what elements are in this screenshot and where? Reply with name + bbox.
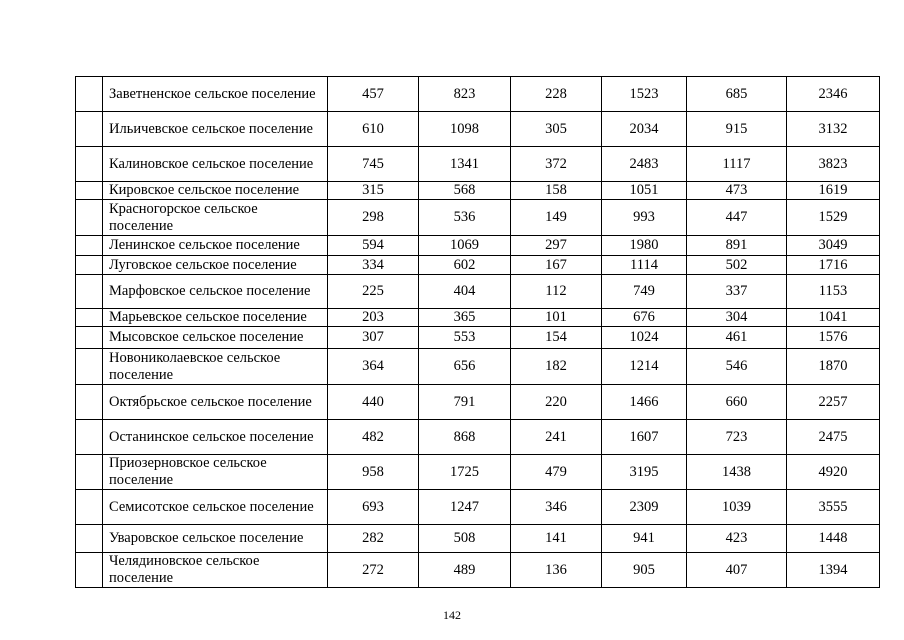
value-cell: 1438 (687, 455, 787, 490)
value-cell: 1024 (602, 327, 687, 349)
value-cell: 3823 (787, 147, 880, 182)
value-cell: 241 (511, 420, 602, 455)
value-cell: 958 (328, 455, 419, 490)
index-cell (76, 309, 103, 327)
value-cell: 334 (328, 256, 419, 275)
value-cell: 823 (419, 77, 511, 112)
value-cell: 3049 (787, 236, 880, 256)
value-cell: 502 (687, 256, 787, 275)
value-cell: 167 (511, 256, 602, 275)
value-cell: 693 (328, 490, 419, 525)
value-cell: 2483 (602, 147, 687, 182)
settlement-name-cell: Красногорское сельское поселение (103, 200, 328, 236)
value-cell: 868 (419, 420, 511, 455)
value-cell: 182 (511, 349, 602, 385)
value-cell: 1448 (787, 525, 880, 553)
value-cell: 203 (328, 309, 419, 327)
index-cell (76, 490, 103, 525)
value-cell: 298 (328, 200, 419, 236)
settlement-name-cell: Новониколаевское сельское поселение (103, 349, 328, 385)
value-cell: 891 (687, 236, 787, 256)
table-row (76, 420, 880, 455)
value-cell: 447 (687, 200, 787, 236)
index-cell (76, 349, 103, 385)
value-cell: 101 (511, 309, 602, 327)
value-cell: 404 (419, 275, 511, 309)
value-cell: 1523 (602, 77, 687, 112)
settlement-name-cell: Калиновское сельское поселение (103, 147, 328, 182)
index-cell (76, 420, 103, 455)
value-cell: 407 (687, 553, 787, 588)
table-body (76, 77, 880, 588)
value-cell: 1529 (787, 200, 880, 236)
value-cell: 568 (419, 182, 511, 200)
value-cell: 1069 (419, 236, 511, 256)
settlement-name-cell: Марфовское сельское поселение (103, 275, 328, 309)
table-row (76, 349, 880, 385)
value-cell: 791 (419, 385, 511, 420)
value-cell: 1725 (419, 455, 511, 490)
value-cell: 315 (328, 182, 419, 200)
table-row (76, 112, 880, 147)
value-cell: 1039 (687, 490, 787, 525)
table-row (76, 309, 880, 327)
value-cell: 3132 (787, 112, 880, 147)
value-cell: 1098 (419, 112, 511, 147)
settlement-name-cell: Октябрьское сельское поселение (103, 385, 328, 420)
index-cell (76, 200, 103, 236)
value-cell: 457 (328, 77, 419, 112)
value-cell: 482 (328, 420, 419, 455)
index-cell (76, 525, 103, 553)
table-row (76, 553, 880, 588)
index-cell (76, 147, 103, 182)
index-cell (76, 275, 103, 309)
settlement-name-cell: Заветненское сельское поселение (103, 77, 328, 112)
table-row (76, 327, 880, 349)
settlement-name-cell: Ленинское сельское поселение (103, 236, 328, 256)
value-cell: 228 (511, 77, 602, 112)
value-cell: 2034 (602, 112, 687, 147)
value-cell: 1214 (602, 349, 687, 385)
value-cell: 423 (687, 525, 787, 553)
value-cell: 461 (687, 327, 787, 349)
settlement-name-cell: Луговское сельское поселение (103, 256, 328, 275)
value-cell: 149 (511, 200, 602, 236)
value-cell: 282 (328, 525, 419, 553)
value-cell: 220 (511, 385, 602, 420)
value-cell: 136 (511, 553, 602, 588)
value-cell: 1394 (787, 553, 880, 588)
value-cell: 660 (687, 385, 787, 420)
value-cell: 3555 (787, 490, 880, 525)
value-cell: 4920 (787, 455, 880, 490)
value-cell: 473 (687, 182, 787, 200)
value-cell: 440 (328, 385, 419, 420)
value-cell: 553 (419, 327, 511, 349)
value-cell: 1716 (787, 256, 880, 275)
settlement-name-cell: Челядиновское сельское поселение (103, 553, 328, 588)
value-cell: 2309 (602, 490, 687, 525)
value-cell: 2257 (787, 385, 880, 420)
value-cell: 993 (602, 200, 687, 236)
index-cell (76, 553, 103, 588)
value-cell: 1466 (602, 385, 687, 420)
page-number: 142 (443, 608, 461, 622)
settlement-name-cell: Приозерновское сельское поселение (103, 455, 328, 490)
value-cell: 1341 (419, 147, 511, 182)
table-row (76, 200, 880, 236)
value-cell: 915 (687, 112, 787, 147)
value-cell: 749 (602, 275, 687, 309)
index-cell (76, 182, 103, 200)
table-row (76, 256, 880, 275)
value-cell: 1051 (602, 182, 687, 200)
index-cell (76, 327, 103, 349)
table-row (76, 525, 880, 553)
value-cell: 594 (328, 236, 419, 256)
index-cell (76, 112, 103, 147)
value-cell: 112 (511, 275, 602, 309)
value-cell: 1041 (787, 309, 880, 327)
value-cell: 602 (419, 256, 511, 275)
table-row (76, 455, 880, 490)
index-cell (76, 236, 103, 256)
settlement-name-cell: Ильичевское сельское поселение (103, 112, 328, 147)
value-cell: 1114 (602, 256, 687, 275)
table-row (76, 385, 880, 420)
value-cell: 1870 (787, 349, 880, 385)
value-cell: 158 (511, 182, 602, 200)
value-cell: 337 (687, 275, 787, 309)
value-cell: 3195 (602, 455, 687, 490)
value-cell: 546 (687, 349, 787, 385)
table-row (76, 77, 880, 112)
table-row (76, 147, 880, 182)
table-row (76, 490, 880, 525)
value-cell: 508 (419, 525, 511, 553)
table-row (76, 236, 880, 256)
value-cell: 307 (328, 327, 419, 349)
index-cell (76, 385, 103, 420)
settlement-name-cell: Мысовское сельское поселение (103, 327, 328, 349)
value-cell: 610 (328, 112, 419, 147)
value-cell: 1576 (787, 327, 880, 349)
value-cell: 941 (602, 525, 687, 553)
table-row (76, 275, 880, 309)
index-cell (76, 455, 103, 490)
index-cell (76, 256, 103, 275)
value-cell: 1153 (787, 275, 880, 309)
value-cell: 685 (687, 77, 787, 112)
value-cell: 536 (419, 200, 511, 236)
value-cell: 272 (328, 553, 419, 588)
value-cell: 154 (511, 327, 602, 349)
value-cell: 364 (328, 349, 419, 385)
value-cell: 1247 (419, 490, 511, 525)
value-cell: 372 (511, 147, 602, 182)
value-cell: 1607 (602, 420, 687, 455)
settlement-name-cell: Марьевское сельское поселение (103, 309, 328, 327)
value-cell: 905 (602, 553, 687, 588)
value-cell: 2346 (787, 77, 880, 112)
value-cell: 489 (419, 553, 511, 588)
value-cell: 1980 (602, 236, 687, 256)
value-cell: 479 (511, 455, 602, 490)
value-cell: 365 (419, 309, 511, 327)
value-cell: 141 (511, 525, 602, 553)
value-cell: 2475 (787, 420, 880, 455)
settlement-name-cell: Останинское сельское поселение (103, 420, 328, 455)
index-cell (76, 77, 103, 112)
settlement-name-cell: Семисотское сельское поселение (103, 490, 328, 525)
value-cell: 225 (328, 275, 419, 309)
value-cell: 1619 (787, 182, 880, 200)
settlement-name-cell: Уваровское сельское поселение (103, 525, 328, 553)
value-cell: 346 (511, 490, 602, 525)
settlements-table (75, 76, 880, 588)
value-cell: 304 (687, 309, 787, 327)
settlement-name-cell: Кировское сельское поселение (103, 182, 328, 200)
table-row (76, 182, 880, 200)
value-cell: 745 (328, 147, 419, 182)
value-cell: 676 (602, 309, 687, 327)
value-cell: 1117 (687, 147, 787, 182)
value-cell: 305 (511, 112, 602, 147)
value-cell: 723 (687, 420, 787, 455)
value-cell: 656 (419, 349, 511, 385)
value-cell: 297 (511, 236, 602, 256)
